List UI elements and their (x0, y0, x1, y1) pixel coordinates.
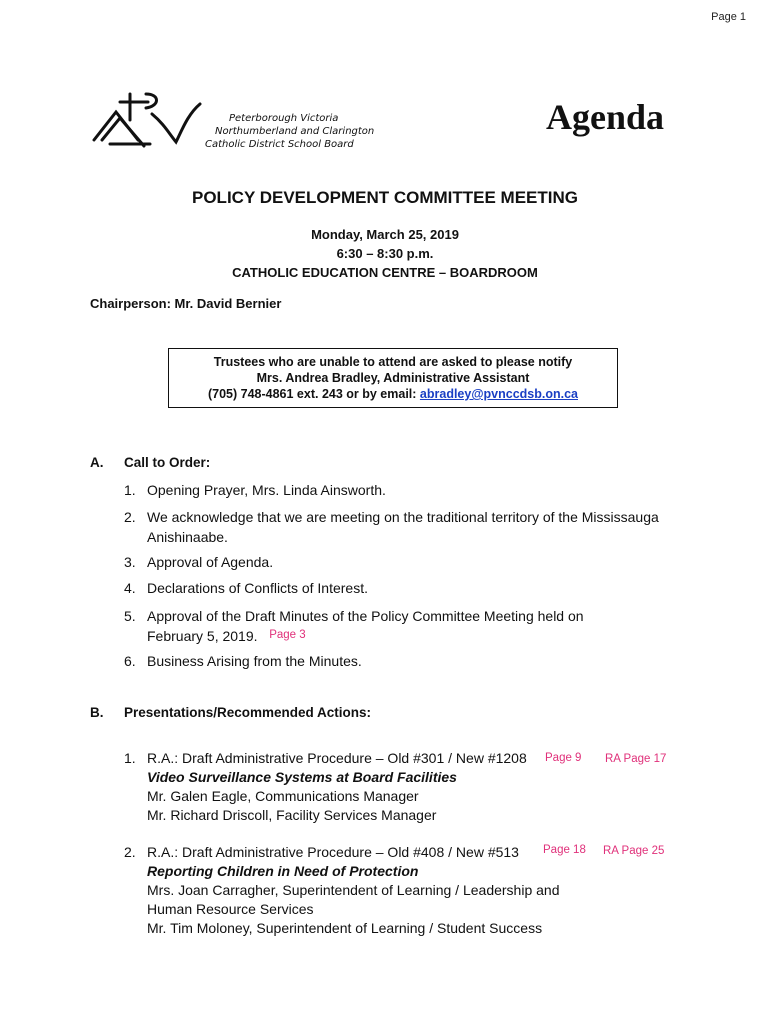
section-a-letter: A. (90, 455, 104, 470)
notice-line: Trustees who are unable to attend are asked to please notify (213, 355, 573, 369)
item-subtitle: Reporting Children in Need of Protection (147, 863, 419, 879)
item-number: 1. (124, 750, 136, 766)
meeting-title: POLICY DEVELOPMENT COMMITTEE MEETING (192, 188, 578, 207)
meeting-details (0, 225, 770, 282)
item-text-continued: Anishinaabe. (147, 529, 228, 545)
item-number: 4. (124, 580, 136, 596)
agenda-item (124, 843, 664, 938)
item-subtitle: Video Surveillance Systems at Board Facilities (147, 769, 457, 785)
item-text: Approval of Agenda. (147, 554, 274, 570)
presenter: Human Resource Services (147, 901, 314, 917)
presenter: Mr. Tim Moloney, Superintendent of Learning / Student Success (147, 920, 543, 936)
meeting-location: CATHOLIC EDUCATION CENTRE – BOARDROOM (232, 265, 538, 280)
page-label: Page 1 (711, 11, 746, 23)
page-reference-link[interactable]: Page 9 (545, 752, 582, 764)
item-number: 3. (124, 554, 136, 570)
meeting-time: 6:30 – 8:30 p.m. (336, 246, 434, 261)
item-date: February 5, 2019. (147, 628, 258, 644)
item-number: 2. (124, 844, 136, 860)
item-text: Approval of the Draft Minutes of the Policy Committee Meeting held on (147, 608, 584, 624)
notice-line: Mrs. Andrea Bradley, Administrative Assistant (256, 371, 530, 385)
board-name (205, 112, 374, 151)
item-text: Declarations of Conflicts of Interest. (147, 580, 368, 596)
item-text: Opening Prayer, Mrs. Linda Ainsworth. (147, 482, 386, 498)
item-text: We acknowledge that we are meeting on the traditional territory of the Mississauga (147, 509, 659, 525)
agenda-item (124, 507, 664, 547)
meeting-date: Monday, March 25, 2019 (311, 227, 459, 242)
board-logo-mark-icon (90, 90, 205, 152)
agenda-heading: Agenda (546, 97, 665, 137)
notice-phone: (705) 748-4861 ext. 243 or by email: (207, 387, 420, 401)
item-number: 1. (124, 482, 136, 498)
item-number: 2. (124, 509, 136, 525)
agenda-item (124, 606, 664, 648)
board-logo (90, 90, 205, 157)
attendance-notice-box (168, 348, 618, 408)
presenter: Mr. Richard Driscoll, Facility Services Manager (147, 807, 437, 823)
notice-contact-line (169, 386, 617, 402)
agenda-item (124, 651, 664, 671)
email-link[interactable]: abradley@pvnccdsb.on.ca (419, 387, 578, 401)
section-b-letter: B. (90, 705, 104, 720)
ra-page-reference-link[interactable]: RA Page 17 (605, 753, 667, 765)
presenter: Mrs. Joan Carragher, Superintendent of Learning / Leadership and (147, 882, 560, 898)
agenda-item (124, 480, 664, 500)
section-b-title: Presentations/Recommended Actions: (124, 705, 372, 720)
chairperson: Chairperson: Mr. David Bernier (90, 296, 282, 311)
board-name-line: Peterborough Victoria (229, 113, 339, 124)
agenda-item (124, 578, 664, 598)
board-name-line: Catholic District School Board (205, 139, 354, 150)
item-number: 6. (124, 653, 136, 669)
section-a-title: Call to Order: (124, 455, 211, 470)
board-name-line: Northumberland and Clarington (215, 126, 375, 137)
page-reference-link[interactable]: Page 18 (543, 844, 586, 856)
item-text: Business Arising from the Minutes. (147, 653, 362, 669)
presenter: Mr. Galen Eagle, Communications Manager (147, 788, 419, 804)
item-number: 5. (124, 608, 136, 624)
item-text-continued (124, 626, 664, 648)
ra-page-reference-link[interactable]: RA Page 25 (603, 845, 665, 857)
agenda-item (124, 749, 667, 825)
item-text: R.A.: Draft Administrative Procedure – Old #408 / New #513 (147, 844, 519, 860)
agenda-item (124, 552, 664, 572)
page-reference-link[interactable]: Page 3 (269, 629, 306, 641)
item-text: R.A.: Draft Administrative Procedure – Old #301 / New #1208 (147, 750, 527, 766)
